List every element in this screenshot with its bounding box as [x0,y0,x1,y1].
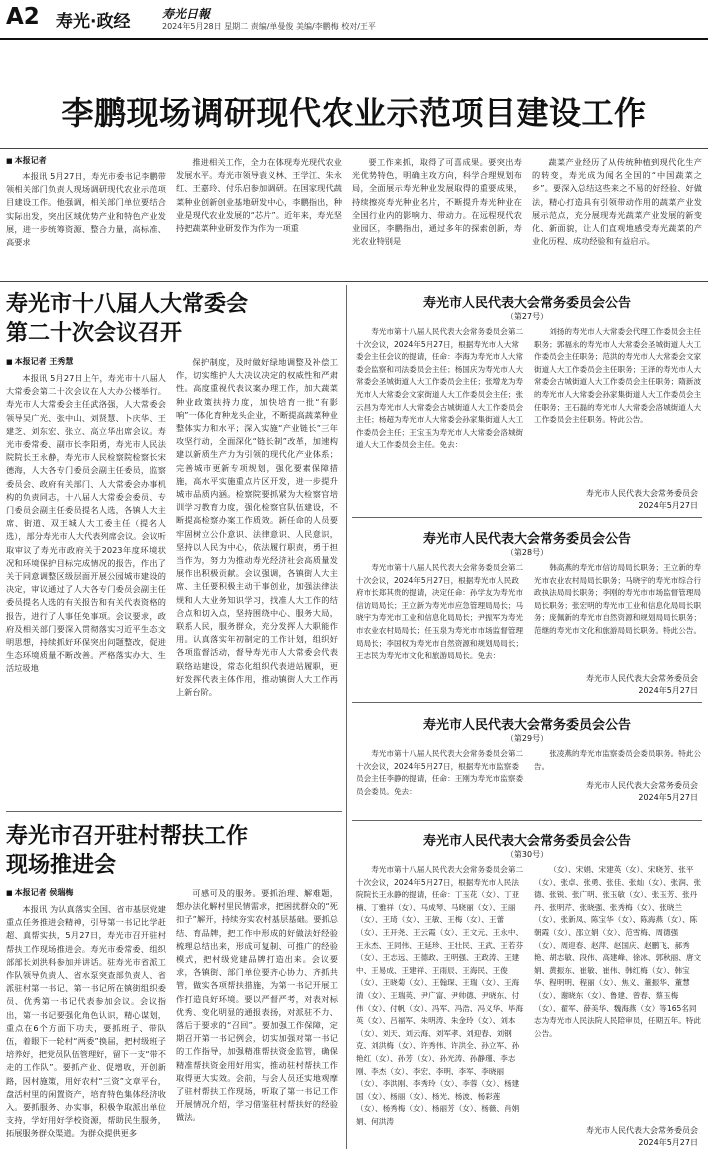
lead-top-rule [0,148,708,149]
notice-27-col-1: 寿光市第十八届人民代表大会常务委员会第二十次会议，2024年5月27日，根据寿光市人大常委会主任会议的提请，任命：李海为寿光市人大常委会监察和司法委员会主任；杨国庆为寿光市人大常委会圣城街道人大工作委员会主任；张增龙为寿光市人大常委会文家街道人大工作委员会主任；张云昌为寿光市人大常委会古城街道人大工作委员会主任；杨超为寿光市人大常委会孙家集街道人大工作委员会主任；王宝玉为寿光市人大常委会洛城街道人大工作委员会主任。免去： [356,327,524,450]
newspaper-logo: 寿光日報 [162,7,211,21]
lead-col-1: 本报讯 5月27日，寿光市委书记李鹏带领相关部门负责人现场调研现代农业示范项目建设工作。他强调，相关部门单位要结合实际出发，突出区域优势产业和特色产业发展，进一步统筹资源、整合力量，高标准、高要求 [6,171,166,248]
village-col-2: 可感可及的服务。要抓治理、解难题，想办法化解村里民情需求，把困扰群众的“死扣子”解开，持续夯实农村基层基础。要抓总结、育品牌，把工作中形成的好做法好经验梳理总结出来，形成可复制、可推广的经验模式，把村级党建品牌打造出来。会议要求，各镇街、部门单位要齐心协力、齐抓共管，做实各项帮扶措施，为第一书记开展工作打造良好环境。要以严督严考，对表对标优秀、变化明显的通报表扬，对派驻不力、落后于要求的“召回”。要加强工作保障，定期召开第一书记例会，切实加强对第一书记的工作指导，加强精准帮扶资金监管，确保精准帮扶资金用好用实，推动驻村帮扶工作取得更大实效。会前，与会人员还实地观摩了驻村帮扶工作现场，听取了第一书记工作开展情况介绍，学习借鉴驻村帮扶好的经验做法。 [176,888,338,1123]
npc-bottom-rule [6,811,342,812]
masthead [0,0,708,38]
notice-28-org: 寿光市人民代表大会常务委员会 [586,674,698,683]
masthead-rule [0,38,708,40]
notice-29-col-1: 寿光市第十八届人民代表大会常务委员会第二十次会议，2024年5月27日，根据寿光市监察委员会主任李静的提请，任命：王刚为寿光市监察委员会委员。免去： [356,749,524,796]
dateline: 2024年5月28日 星期二 责编/单曼俊 美编/李鹏梅 校对/王平 [162,22,376,31]
village-byline: ■ 本报记者 侯瑞梅 [6,887,73,898]
lead-byline: ■ 本报记者 [6,155,47,166]
page-number: A2 [6,4,40,30]
npc-headline-line1: 寿光市十八届人大常委会 [6,291,249,317]
notice-28-col-1: 寿光市第十八届人民代表大会常务委员会第二十次会议，2024年5月27日，根据寿光市人民政府市长郑其贵的提请，决定任命：孙学友为寿光市信访局局长；王立新为寿光市应急管理局局长；马晓宇为寿光市工业和信息化局局长；尹振军为寿光市农业农村局局长；任玉泉为寿光市市场监督管理局局长；李国权为寿光市自然资源和规划局局长；王志民为寿光市文化和旅游局局长。免去： [356,563,524,661]
section-title: 寿光·政经 [56,12,131,32]
notice-28-col-2: 韩高燕的寿光市信访局局长职务；王立新的寿光市农业农村局局长职务；马晓宇的寿光市综合行政执法局局长职务；李刚的寿光市市场监督管理局局长职务；张宏明的寿光市工业和信息化局局长职务；庞佩新的寿光市自然资源和规划局局长职务；范继的寿光市文化和旅游局局长职务。特此公告。 [534,563,702,635]
lead-bottom-rule [0,281,708,282]
npc-col-2: 保护制度，及时做好绿地调整及补偿工作，切实维护人大决议决定的权威性和严肃性。高度重视代表议案办理工作，加大蔬菜种业政策扶持力度，加快培育一批“有影响”一体化育种龙头企业，不断提高蔬菜种业整体实力和水平；深入实施“产业链长”三年攻坚行动，全面深化“链长制”改革，加速构建以新质生产力为引领的现代化产业体系；完善城市更新专项规划，强化要素保障措施，高水平实施重点片区开发，进一步提升城市品质内涵。检察院要抓紧为大检察官培训学习教育力度，强化检察官队伍建设，不断提高检察办案工作质效。新任命的人员要牢固树立公仆意识、法律意识、人民意识，坚持以人民为中心，依法履行职责，勇于担当作为，努力为推动寿光经济社会高质量发展作出积极贡献。会议强调，各镇街人大主席、主任要积极主动干事创业，加强法律法规和人大业务知识学习，找准人大工作的结合点和切入点，坚持围绕中心、服务大局，联系人民，服务群众，充分发挥人大职能作用。认真落实年初制定的工作计划，组织好各项监督活动，督导寿光市人大常委会代表联络站建设，常态化组织代表进站履职，更好发挥代表主体作用，推动镇街人大工作再上新台阶。 [176,357,338,698]
notice-30-col-2: （女）、宋娟、宋建英（女）、宋晓芳、张平（女）、张卓、张勇、张佳、张灿（女）、张润、张德、张锐、张广明、张玉敏（女）、张玉芳、张丹丹、张明芹、张晓强、张秀梅（女）、张晓兰（女）、张新凤、陈宝华（女）、陈海燕（女）、陈朝霞（女）、邵立娟（女）、范雪梅、周德强（女）、周迎春、赵萍、赵国庆、赵鹏飞、郝秀艳、胡志敏、段伟、高建峰、徐冰、郭秋丽、唐文娟、黄振东、崔敏、崔伟、韩红梅（女）、韩宝华、程明明、程丽（女）、焦义、董振华、董慧（女）、谢晓东（女）、鲁建、曾春、蔡玉梅（女）、翟军、薛美华、魏海燕（女）等165名同志为寿光市人民法院人民陪审员，任期五年。特此公告。 [534,865,702,1038]
lead-col-3: 要工作来抓，取得了可喜成果。要突出寿光优势特色，明确主攻方向，科学合理规划布局，全面展示寿光种业发展取得的重要成果，持续擦亮寿光种业名片，不断提升寿光种业在全国行业内的影响力、带动力。在远程现代农业园区，李鹏指出，通过多年的探索创新，寿光农业特别是 [352,157,522,247]
notice-28-date: 2024年5月27日 [638,686,698,695]
notice-28-number: （第28号） [505,548,549,557]
village-headline-line1: 寿光市召开驻村帮扶工作 [6,823,249,849]
notice-27-date: 2024年5月27日 [638,501,698,510]
notice-27-rule [352,517,702,518]
lead-headline: 李鹏现场调研现代农业示范项目建设工作 [61,94,647,132]
notice-29-date: 2024年5月27日 [638,793,698,802]
notice-27-title: 寿光市人民代表大会常务委员会公告 [422,296,631,311]
notice-30-number: （第30号） [505,850,549,859]
notice-29-rule [352,820,702,821]
notice-30-date: 2024年5月27日 [638,1138,698,1147]
notice-27-number: （第27号） [505,312,549,321]
notice-29-number: （第29号） [505,734,549,743]
column-divider [346,285,347,1149]
notice-27-org: 寿光市人民代表大会常务委员会 [586,489,698,498]
notice-29-org: 寿光市人民代表大会常务委员会 [586,781,698,790]
npc-headline-line2: 第二十次会议召开 [6,320,183,346]
lead-col-2: 推进相关工作，全力在体现寿光现代农业发展水平。寿光市领导袁义林、王学江、朱永红、王嘉玲、付乐启参加调研。在国家现代蔬菜种业创新创业基地研发中心，李鹏指出，种业是现代农业发展的“芯片”。近年来，寿光坚持把蔬菜种业研发作为作为一项重 [176,157,342,234]
npc-byline: ■ 本报记者 王秀慧 [6,356,73,367]
notice-28-rule [352,702,702,703]
npc-col-1: 本报讯 5月27日上午，寿光市十八届人大常委会第二十次会议在人大办公楼举行。寿光市人大常委会主任武洛强，人大常委会领导吴广光、张中山、刘贤慧、卜庆华、王建芝、刘东宏、张立、高立华出席会议。寿光市委常委、副市长李阳勇，寿光市人民法院院长王永静，寿光市人民检察院检察长宋德海，人大各专门委员会副主任委员，监察委员会、政府有关部门、人大常委会办事机构的负责同志，十八届人大常委会委员、专门委员会副主任委员提名人选，各镇人大主席、街道、双王城人大工委主任（提名人选），部分寿光市人大代表列席会议。会议听取审议了寿光市政府关于2023年度环境状况和环境保护目标完成情况的报告，作出了关于同意调整区级层面开展公园城市建设的决定，审议通过了人大各专门委员会副主任委员提名人选的有关报告和有关代表资格的报告，进行了人事任免事项。会议要求，政府及相关部门要深入贯彻落实习近平生态文明思想，持续抓好环保突出问题整改，促进生态环境质量不断改善。严格落实办大、生活垃圾地 [6,373,166,674]
notice-27-col-2: 刘扬的寿光市人大常委会代理工作委员会主任职务；郭福永的寿光市人大常委会圣城街道人大工作委员会主任职务；范洪的寿光市人大常委会文家街道人大工作委员会主任职务；王泽的寿光市人大常委会古城街道人大工作委员会主任职务；隋新波的寿光市人大常委会孙家集街道人大工作委员会主任职务；王石磊的寿光市人大常委会洛城街道人大工作委员会主任职务。特此公告。 [534,327,702,425]
lead-col-4: 蔬菜产业经历了从传统种植到现代化生产的转变，寿光成为闻名全国的“中国蔬菜之乡”。要深入总结这些来之不易的好经验、好做法，精心打造具有引领带动作用的蔬菜产业发展示范点，充分展现寿光蔬菜产业发展的新变化、新面貌，让人们直观地感受寿光蔬菜的产业化历程、成功经验和有益启示。 [532,157,702,247]
village-headline-line2: 现场推进会 [6,852,117,878]
notice-30-col-1: 寿光市第十八届人民代表大会常务委员会第二十次会议，2024年5月27日，根据寿光市人民法院院长王永静的提请，任命：丁玉花（女）、丁亚楠、丁雅祥（女）、马成琴、马晓丽（女）、王丽（女）、王琦（女）、王敏、王梅（女）、王蕾（女）、王开尧、王云霞（女）、王文元、王永中、王永杰、王同伟、王延珍、王壮民、王武、王若芬（女）、王志远、王德政、王明强、王政涛、王建中、王易成、王建祥、王雨辰、王海民、王俊（女）、王晓菊（女）、王翰琛、王瑞（女）、王海清（女）、王瑞英、尹广富、尹帅德、尹晓东、付伟（女）、付帆（女）、冯军、冯浩、冯义华、毕海英（女）、吕福军、朱明涛、朱金玲（女）、刘本（女）、刘天、刘云海、刘军孝、刘迎春、刘钢克、刘洪梅（女）、许秀伟、许洪全、孙立军、孙艳红（女）、孙芳（女）、孙光涛、孙静瑾、李志刚、李杰（女）、李宏、李明、李军、李晓丽（女）、李洪刚、李秀玲（女）、李蓉（女）、杨建国（女）、杨丽（女）、杨光、杨波、杨彩莲（女）、杨秀梅（女）、杨丽芳（女）、杨薇、肖娟娟、何洪涛 [356,865,524,1126]
notice-30-title: 寿光市人民代表大会常务委员会公告 [422,834,631,849]
notice-29-title: 寿光市人民代表大会常务委员会公告 [422,718,631,733]
notice-28-title: 寿光市人民代表大会常务委员会公告 [422,532,631,547]
notice-29-col-2: 张凌燕的寿光市监察委员会委员职务。特此公告。 [534,749,702,771]
village-col-1: 本报讯 为认真落实全国、省市基层党建重点任务推进会精神，引导第一书记比学赶超、真帮实扶，5月27日，寿光市召开驻村帮扶工作现场推进会。寿光市委常委、组织部部长刘洪科参加并讲话。驻寿光市省派工作队领导负责人、省水泵突查部负责人、省派驻村第一书记、第一书记所在镇街组织委员、优秀第一书记代表参加会议。会议指出，第一书记要强化角色认识，精心谋划，重点在6个方面下功夫，要抓班子、带队伍，着眼下一轮村“两委”换届，把村级班子培养好，把党员队伍管理好，留下一支“带不走的工作队”。要抓产业、促增收，开创新路，因村施策，用好农村“三资”文章平台，盘活村里的闲置资产，培育特色集体经济收入。要抓服务、办实事，积极争取派出单位支持，学好用好学校资源，帮助民生服务，拓展服务群众渠道。为群众提供更多 [6,904,166,1139]
notice-30-org: 寿光市人民代表大会常务委员会 [586,1126,698,1135]
